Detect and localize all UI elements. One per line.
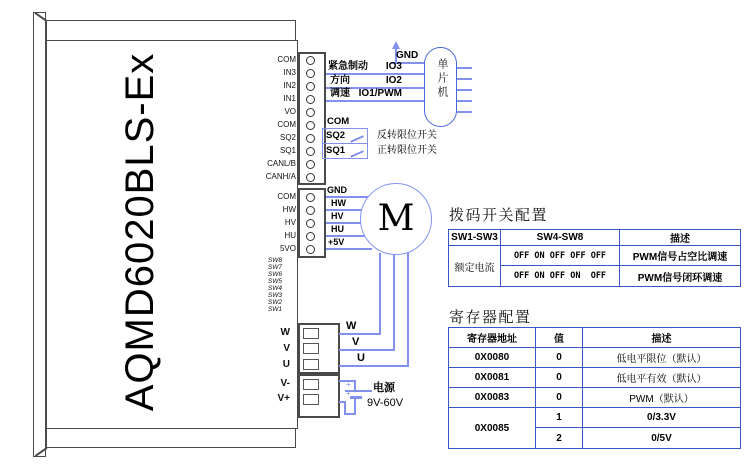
register-value-cell: 0 (536, 388, 583, 408)
signal-function-label: 调速 (330, 88, 350, 99)
terminal-square (303, 328, 319, 339)
hall-label: GND (327, 185, 347, 195)
mcu-output-stub (457, 89, 472, 91)
gnd-label: GND (396, 50, 419, 61)
pin-circle (306, 160, 315, 169)
motor-circle (360, 183, 432, 255)
pin-label: COM (277, 120, 296, 129)
register-desc-cell: 低电平有效（默认） (583, 368, 741, 388)
terminal-square (303, 394, 319, 405)
dip-switch-label: SW3 (267, 292, 282, 299)
register-desc-cell: 低电平限位（默认） (583, 348, 741, 368)
dip-col-header: SW4-SW8 (501, 230, 620, 246)
device-model-label: AQMD6020BLS-Ex (118, 52, 162, 412)
terminal-label: U (282, 359, 290, 370)
dip-desc-cell: PWM信号占空比调速 (620, 246, 741, 266)
mcu-label: 单片机 (436, 58, 448, 100)
pin-circle (306, 232, 315, 241)
register-table-title: 寄存器配置 (449, 309, 532, 326)
power-wire (344, 401, 346, 415)
io-label: IO3 (385, 61, 402, 72)
pin-label: SQ1 (279, 146, 296, 155)
dip-switch-label: SW7 (267, 264, 282, 271)
register-table (448, 327, 741, 449)
dip-switch-label: SW1 (267, 306, 282, 313)
dip-desc-cell: PWM信号闭环调速 (620, 266, 741, 287)
terminal-label: V- (280, 378, 290, 389)
register-value-cell: 0 (536, 348, 583, 368)
phase-label: W (346, 320, 357, 332)
device-bottom-lip (46, 428, 296, 448)
pin-circle (306, 121, 315, 130)
pin-circle (306, 108, 315, 117)
pin-circle (306, 134, 315, 143)
dip-switch-label: SW5 (267, 278, 282, 285)
power-wire (339, 401, 345, 403)
register-value-cell: 0 (536, 368, 583, 388)
pin-circle (306, 173, 315, 182)
hall-label: HV (331, 211, 344, 221)
phase-wire-w (339, 333, 381, 335)
pin-label: CANL/B (267, 159, 296, 168)
pin-label: COM (277, 192, 296, 201)
mcu-output-stub (457, 111, 472, 113)
pin-label: 5VO (279, 244, 296, 253)
register-addr-cell: 0X0081 (449, 368, 536, 388)
register-desc-cell: 0/5V (583, 428, 741, 449)
signal-function-label: 方向 (330, 75, 350, 86)
phase-wire-u (339, 365, 409, 367)
power-range-label: 9V-60V (367, 397, 404, 409)
register-addr-cell: 0X0080 (449, 348, 536, 368)
phase-wire-v (339, 349, 395, 351)
terminal-label: V (283, 343, 290, 354)
dip-switch-label: SW2 (267, 299, 282, 306)
pin-label: HU (284, 231, 296, 240)
limit-com-label: COM (327, 116, 350, 127)
pin-circle (306, 82, 315, 91)
hall-wire (326, 248, 372, 250)
limit-switch-label: SQ2 (326, 130, 346, 141)
pin-circle (306, 206, 315, 215)
pin-label: IN2 (283, 81, 296, 90)
io-label: IO2 (385, 75, 402, 86)
register-desc-cell: PWM（默认） (583, 388, 741, 408)
register-desc-cell: 0/3.3V (583, 408, 741, 428)
motor-lead-w (379, 253, 381, 335)
dip-switch-label: SW4 (267, 285, 282, 292)
signal-function-label: 紧急制动 (328, 61, 368, 72)
pin-circle (306, 245, 315, 254)
register-addr-cell: 0X0085 (449, 408, 536, 449)
dip-switch-label: SW8 (267, 257, 282, 264)
motor-lead-u (407, 253, 409, 367)
device-flange (33, 12, 46, 457)
dip-table-title: 拨码开关配置 (449, 207, 549, 224)
pin-circle (306, 95, 315, 104)
limit-switch-label: SQ1 (326, 145, 346, 156)
dip-table (448, 229, 741, 287)
pin-label: HV (284, 218, 296, 227)
battery-plus-mark: + (346, 380, 351, 389)
mcu-output-stub (457, 67, 472, 69)
terminal-square (303, 379, 319, 390)
signal-wire-io1 (326, 100, 425, 102)
pin-label: VO (284, 107, 296, 116)
terminal-label: W (280, 327, 290, 338)
pin-circle (306, 147, 315, 156)
motor-symbol: M (377, 198, 415, 239)
device-top-lip (46, 20, 296, 41)
dip-col-header: SW1-SW3 (449, 230, 501, 246)
hall-label: HW (331, 198, 346, 208)
pin-label: IN3 (283, 68, 296, 77)
pin-circle (306, 193, 315, 202)
battery-plate-short (350, 396, 362, 399)
pin-label: COM (277, 55, 296, 64)
pin-circle (306, 69, 315, 78)
pin-label: IN1 (283, 94, 296, 103)
register-col-header: 描述 (583, 328, 741, 348)
register-addr-cell: 0X0083 (449, 388, 536, 408)
power-label: 电源 (373, 382, 395, 394)
pin-label: SQ2 (279, 133, 296, 142)
register-value-cell: 2 (536, 428, 583, 449)
battery-plus-mark: + (346, 389, 351, 398)
dip-sw13-cell: 额定电流 (449, 246, 501, 287)
mcu-output-stub (457, 78, 472, 80)
terminal-square (303, 359, 319, 370)
mcu-output-stub (457, 100, 472, 102)
terminal-label: V+ (277, 393, 290, 404)
phase-label: V (352, 336, 360, 348)
hall-label: HU (331, 224, 344, 234)
power-label-tick (366, 390, 372, 392)
phase-label: U (357, 352, 365, 364)
dip-col-header: 描述 (620, 230, 741, 246)
gnd-arrow-icon (392, 41, 400, 49)
hall-label: +5V (328, 237, 345, 247)
dip-sw48-cell: OFF ON OFF OFF OFF (501, 246, 620, 266)
register-value-cell: 1 (536, 408, 583, 428)
limit-switch-desc: 正转限位开关 (377, 145, 437, 156)
io-label: IO1/PWM (358, 88, 402, 99)
pin-circle (306, 219, 315, 228)
pin-circle (306, 56, 315, 65)
dip-switch-label: SW6 (267, 271, 282, 278)
limit-switch-desc: 反转限位开关 (377, 130, 437, 141)
terminal-square (303, 343, 319, 354)
register-col-header: 值 (536, 328, 583, 348)
dip-sw48-cell: OFF ON OFF ON OFF (501, 266, 620, 287)
register-col-header: 寄存器地址 (449, 328, 536, 348)
pin-label: HW (282, 205, 296, 214)
pin-label: CANH/A (265, 172, 296, 181)
motor-lead-v (393, 253, 395, 351)
